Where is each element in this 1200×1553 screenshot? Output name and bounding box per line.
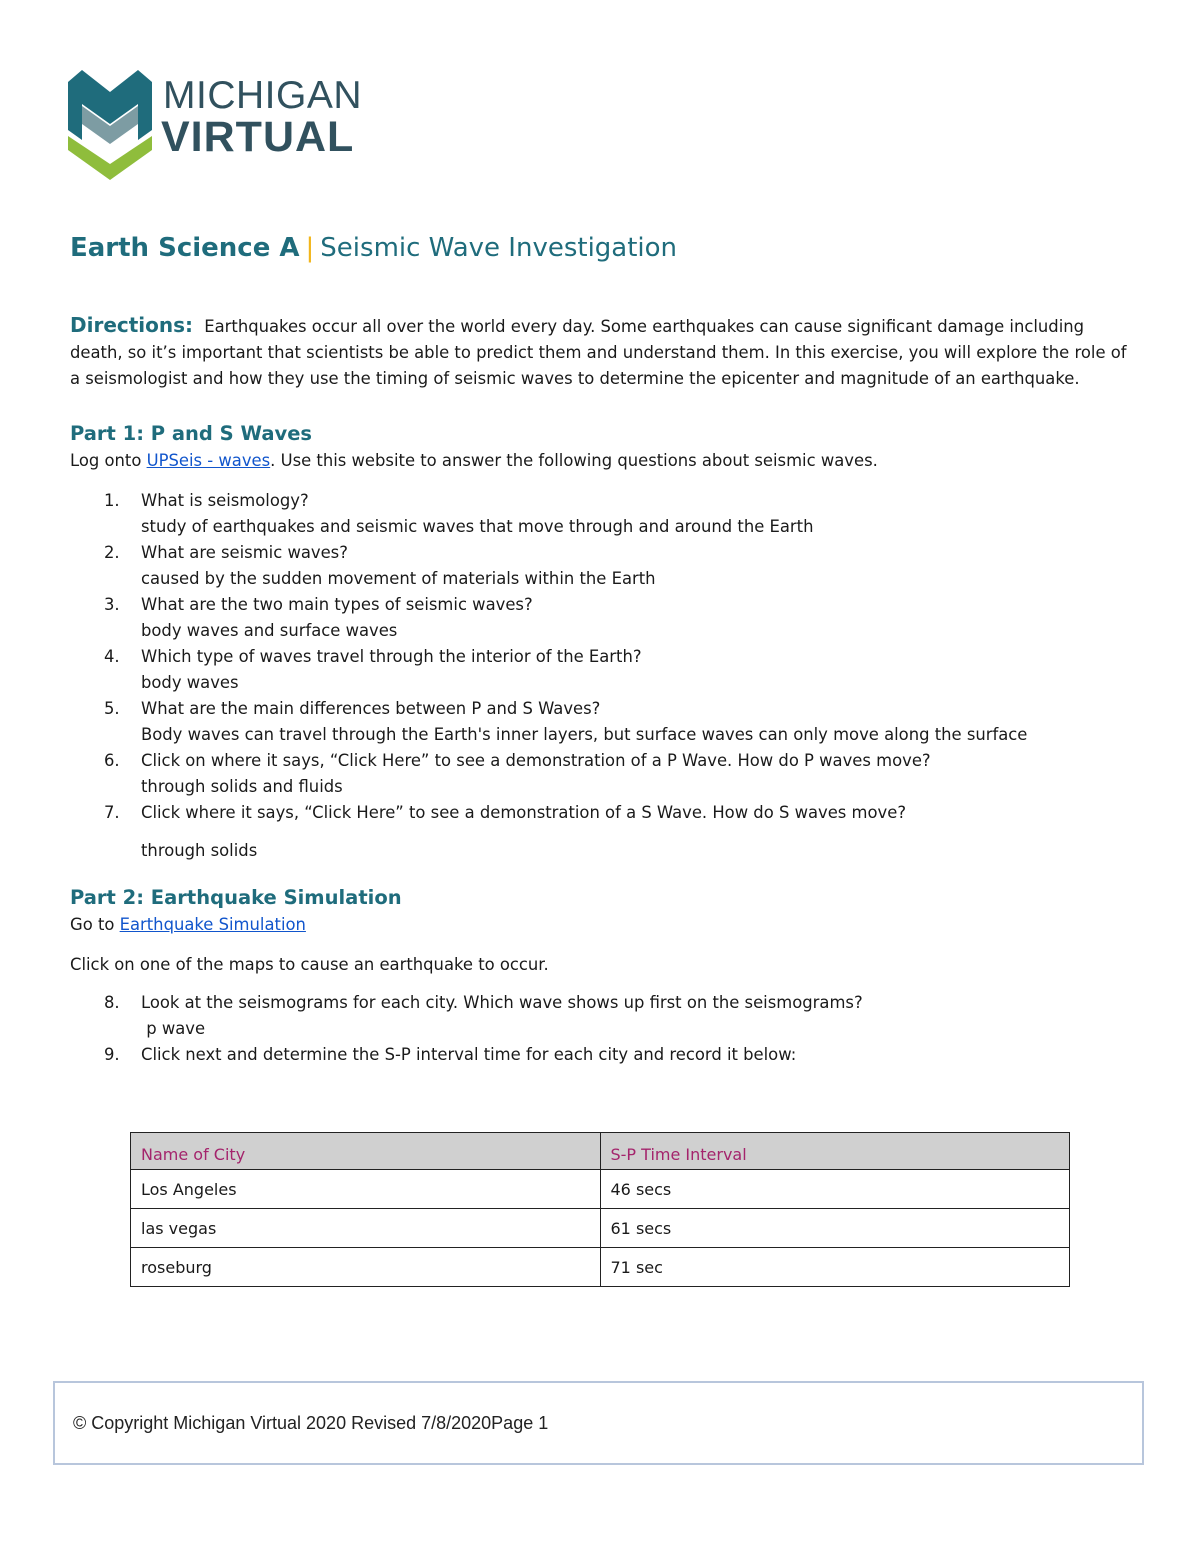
- question-item: [70, 748, 1135, 800]
- answer-text: through solids and fluids: [141, 777, 343, 796]
- sp-interval-table-container: [130, 1132, 1070, 1287]
- table-cell-interval[interactable]: 61 secs: [600, 1209, 1070, 1248]
- question-item: [70, 488, 1135, 540]
- sp-interval-table: [130, 1132, 1070, 1287]
- question-number: 9.: [104, 1045, 120, 1064]
- question-number: 8.: [104, 993, 120, 1012]
- part2-goto-before: Go to: [70, 915, 120, 934]
- question-number: 3.: [104, 595, 120, 614]
- table-cell-interval[interactable]: 46 secs: [600, 1170, 1070, 1209]
- earthquake-simulation-link[interactable]: Earthquake Simulation: [119, 915, 306, 934]
- question-item: [70, 540, 1135, 592]
- question-item: [70, 696, 1135, 748]
- question-item: [70, 592, 1135, 644]
- directions-text: Earthquakes occur all over the world every day. Some earthquakes can cause significant damage including death, so it’s important that scientists be able to predict them and understand them. In this exercise, you will explore the role of a seismologist and how they use the timing of seismic waves to determine the epicenter and magnitude of an earthquake.: [70, 317, 1127, 388]
- part1-intro: [70, 448, 1135, 474]
- question-item: [70, 990, 1135, 1042]
- table-row: [131, 1209, 1070, 1248]
- question-item: [70, 800, 1135, 864]
- answer-text: through solids: [141, 841, 258, 860]
- question-text: Look at the seismograms for each city. Which wave shows up first on the seismograms?: [141, 993, 863, 1012]
- answer-text: study of earthquakes and seismic waves that move through and around the Earth: [141, 517, 814, 536]
- question-text: Click on where it says, “Click Here” to see a demonstration of a P Wave. How do P waves move?: [141, 751, 931, 770]
- course-name: Earth Science A: [70, 233, 300, 263]
- answer-text: body waves: [141, 673, 239, 692]
- title-separator: |: [305, 233, 315, 263]
- question-item: [70, 1042, 1135, 1068]
- answer-text: p wave: [141, 1019, 206, 1038]
- part2-instruction: Click on one of the maps to cause an earthquake to occur.: [70, 955, 549, 974]
- question-text: Click next and determine the S-P interval time for each city and record it below:: [141, 1045, 797, 1064]
- part1-heading: Part 1: P and S Waves: [70, 422, 313, 445]
- column-header-interval: S-P Time Interval: [600, 1133, 1070, 1170]
- question-number: 6.: [104, 751, 120, 770]
- question-number: 4.: [104, 647, 120, 666]
- question-number: 1.: [104, 491, 120, 510]
- question-text: What are the main differences between P and S Waves?: [141, 699, 601, 718]
- assignment-name: Seismic Wave Investigation: [320, 233, 678, 263]
- part1-intro-before: Log onto: [70, 451, 147, 470]
- michigan-virtual-logo: [68, 70, 368, 182]
- question-text: What is seismology?: [141, 491, 309, 510]
- table-cell-city[interactable]: roseburg: [131, 1248, 601, 1287]
- upseis-waves-link[interactable]: UPSeis - waves: [146, 451, 271, 470]
- answer-text: Body waves can travel through the Earth's inner layers, but surface waves can only move along the surface: [141, 725, 1028, 744]
- part2-goto: [70, 912, 1135, 938]
- page-title: [70, 233, 677, 263]
- part2-question-list: [70, 990, 1135, 1068]
- part2-heading: Part 2: Earthquake Simulation: [70, 886, 402, 909]
- column-header-city: Name of City: [131, 1133, 601, 1170]
- part1-intro-after: . Use this website to answer the following questions about seismic waves.: [270, 451, 878, 470]
- question-text: What are the two main types of seismic waves?: [141, 595, 533, 614]
- logo-text-virtual: VIRTUAL: [161, 113, 355, 161]
- table-cell-interval[interactable]: 71 sec: [600, 1248, 1070, 1287]
- directions-paragraph: [70, 312, 1135, 392]
- document-body: [70, 312, 1135, 1068]
- answer-text: body waves and surface waves: [141, 621, 398, 640]
- question-item: [70, 644, 1135, 696]
- question-number: 5.: [104, 699, 120, 718]
- footer: [53, 1381, 1144, 1465]
- question-text: Click where it says, “Click Here” to see a demonstration of a S Wave. How do S waves move?: [141, 803, 907, 822]
- question-text: Which type of waves travel through the interior of the Earth?: [141, 647, 642, 666]
- question-number: 2.: [104, 543, 120, 562]
- question-number: 7.: [104, 803, 120, 822]
- question-text: What are seismic waves?: [141, 543, 348, 562]
- table-cell-city[interactable]: las vegas: [131, 1209, 601, 1248]
- table-header-row: [131, 1133, 1070, 1170]
- footer-copyright: © Copyright Michigan Virtual 2020 Revised 7/8/2020Page 1: [73, 1413, 549, 1433]
- table-row: [131, 1248, 1070, 1287]
- table-cell-city[interactable]: Los Angeles: [131, 1170, 601, 1209]
- answer-text: caused by the sudden movement of materials within the Earth: [141, 569, 656, 588]
- directions-label: Directions:: [70, 313, 194, 337]
- logo-text-michigan: MICHIGAN: [163, 74, 362, 117]
- part1-question-list: [70, 488, 1135, 864]
- table-row: [131, 1170, 1070, 1209]
- logo-mark-icon: [68, 70, 153, 182]
